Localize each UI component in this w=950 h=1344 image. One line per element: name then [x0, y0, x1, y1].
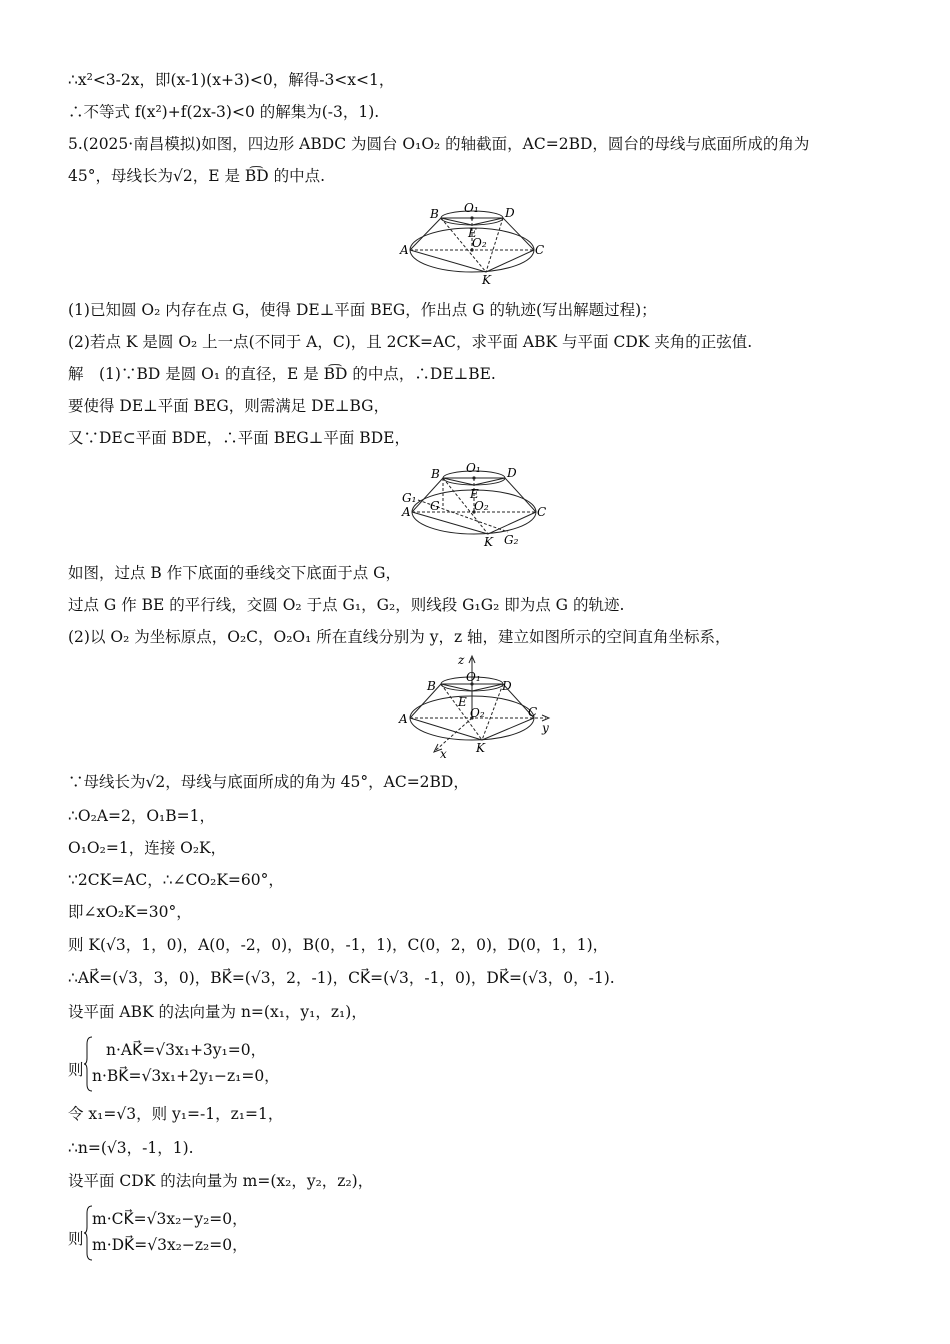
label-C: C — [535, 243, 545, 257]
system-prefix: 则 — [68, 1230, 84, 1248]
label-D: D — [507, 466, 517, 480]
label-K: K — [484, 535, 493, 549]
text-line: ∴x²<3-2x，即(x-1)(x+3)<0，解得-3<x<1， — [68, 71, 395, 89]
question-2: (2)若点 K 是圆 O₂ 上一点(不同于 A，C)，且 2CK=AC，求平面 ABK 与平面 CDK 夹角的正弦值. — [68, 333, 753, 351]
text-line: 要使得 DE⊥平面 BEG，则需满足 DE⊥BG， — [68, 397, 390, 415]
label-G2: G₂ — [504, 533, 519, 547]
question-1: (1)已知圆 O₂ 内存在点 G，使得 DE⊥平面 BEG，作出点 G 的轨迹(写出解题过程)； — [68, 301, 657, 319]
label-O2: O₂ — [472, 236, 487, 250]
solution-start: 解 (1)∵BD 是圆 O₁ 的直径，E 是 B͡D 的中点，∴DE⊥BE. — [68, 365, 496, 383]
label-C: C — [537, 505, 547, 519]
text-line: 45°，母线长为√2，E 是 B͡D 的中点. — [68, 167, 326, 185]
text-line: (2)以 O₂ 为坐标原点，O₂C，O₂O₁ 所在直线分别为 y，z 轴，建立如图所示的空间直角坐标系， — [68, 628, 731, 646]
label-B: B — [430, 207, 439, 221]
text-line: ∴O₂A=2，O₁B=1， — [68, 807, 215, 825]
label-E: E — [458, 695, 467, 709]
frustum-figure-1 — [398, 200, 548, 290]
problem-statement: 5.(2025·南昌模拟)如图，四边形 ABDC 为圆台 O₁O₂ 的轴截面，AC=2BD，圆台的母线与底面所成的角为 — [68, 135, 810, 153]
system-prefix: 则 — [68, 1061, 84, 1079]
label-D: D — [505, 206, 515, 220]
label-A: A — [399, 712, 408, 726]
frustum-figure-2 — [398, 460, 558, 552]
label-x: x — [440, 747, 447, 761]
frustum-figure-3 — [396, 650, 561, 762]
label-y: y — [542, 721, 549, 735]
equation-row: n·AK⃗=√3x₁+3y₁=0， — [106, 1041, 267, 1059]
equation-row: m·CK⃗=√3x₂−y₂=0， — [92, 1210, 248, 1228]
label-D: D — [502, 679, 512, 693]
label-B: B — [431, 467, 440, 481]
label-O2: O₂ — [470, 706, 485, 720]
equation-row: m·DK⃗=√3x₂−z₂=0， — [92, 1236, 248, 1254]
label-O1: O₁ — [466, 461, 481, 475]
text-line: 设平面 ABK 的法向量为 n=(x₁，y₁，z₁)， — [68, 1003, 367, 1021]
equation-system-1 — [68, 1034, 368, 1094]
vectors-line: ∴AK⃗=(√3，3，0)，BK⃗=(√3，2，-1)，CK⃗=(√3，-1，0)，DK⃗=(√3，0，-1). — [68, 969, 615, 987]
label-K: K — [476, 741, 485, 755]
label-O1: O₁ — [464, 201, 479, 215]
text-line: 设平面 CDK 的法向量为 m=(x₂，y₂，z₂)， — [68, 1172, 374, 1190]
label-E: E — [470, 487, 479, 501]
text-line: 令 x₁=√3，则 y₁=-1，z₁=1， — [68, 1105, 284, 1123]
text-line: ∴n=(√3，-1，1). — [68, 1139, 194, 1157]
label-C: C — [528, 705, 538, 719]
label-E: E — [468, 226, 477, 240]
label-A: A — [402, 505, 411, 519]
label-O2: O₂ — [474, 499, 489, 513]
label-A: A — [400, 243, 409, 257]
text-line: O₁O₂=1，连接 O₂K， — [68, 839, 227, 857]
label-K: K — [482, 273, 491, 287]
text-line: 即∠xO₂K=30°， — [68, 903, 192, 921]
label-G: G — [430, 499, 440, 513]
equation-row: n·BK⃗=√3x₁+2y₁−z₁=0， — [92, 1067, 280, 1085]
text-line: 过点 G 作 BE 的平行线，交圆 O₂ 于点 G₁，G₂，则线段 G₁G₂ 即为点 G 的轨迹. — [68, 596, 625, 614]
text-line: 又∵DE⊂平面 BDE，∴平面 BEG⊥平面 BDE， — [68, 429, 410, 447]
label-z: z — [458, 653, 465, 667]
text-line: 如图，过点 B 作下底面的垂线交下底面于点 G， — [68, 564, 402, 582]
coordinates-line: 则 K(√3，1，0)，A(0，-2，0)，B(0，-1，1)，C(0，2，0)，D(0，1，1)， — [68, 936, 609, 954]
label-G1: G₁ — [402, 491, 417, 505]
label-O1: O₁ — [466, 670, 481, 684]
equation-system-2 — [68, 1203, 368, 1263]
text-line: ∴不等式 f(x²)+f(2x-3)<0 的解集为(-3，1). — [68, 103, 380, 121]
text-line: ∵2CK=AC，∴∠CO₂K=60°， — [68, 871, 284, 889]
text-line: ∵母线长为√2，母线与底面所成的角为 45°，AC=2BD， — [68, 773, 469, 791]
label-B: B — [427, 679, 436, 693]
